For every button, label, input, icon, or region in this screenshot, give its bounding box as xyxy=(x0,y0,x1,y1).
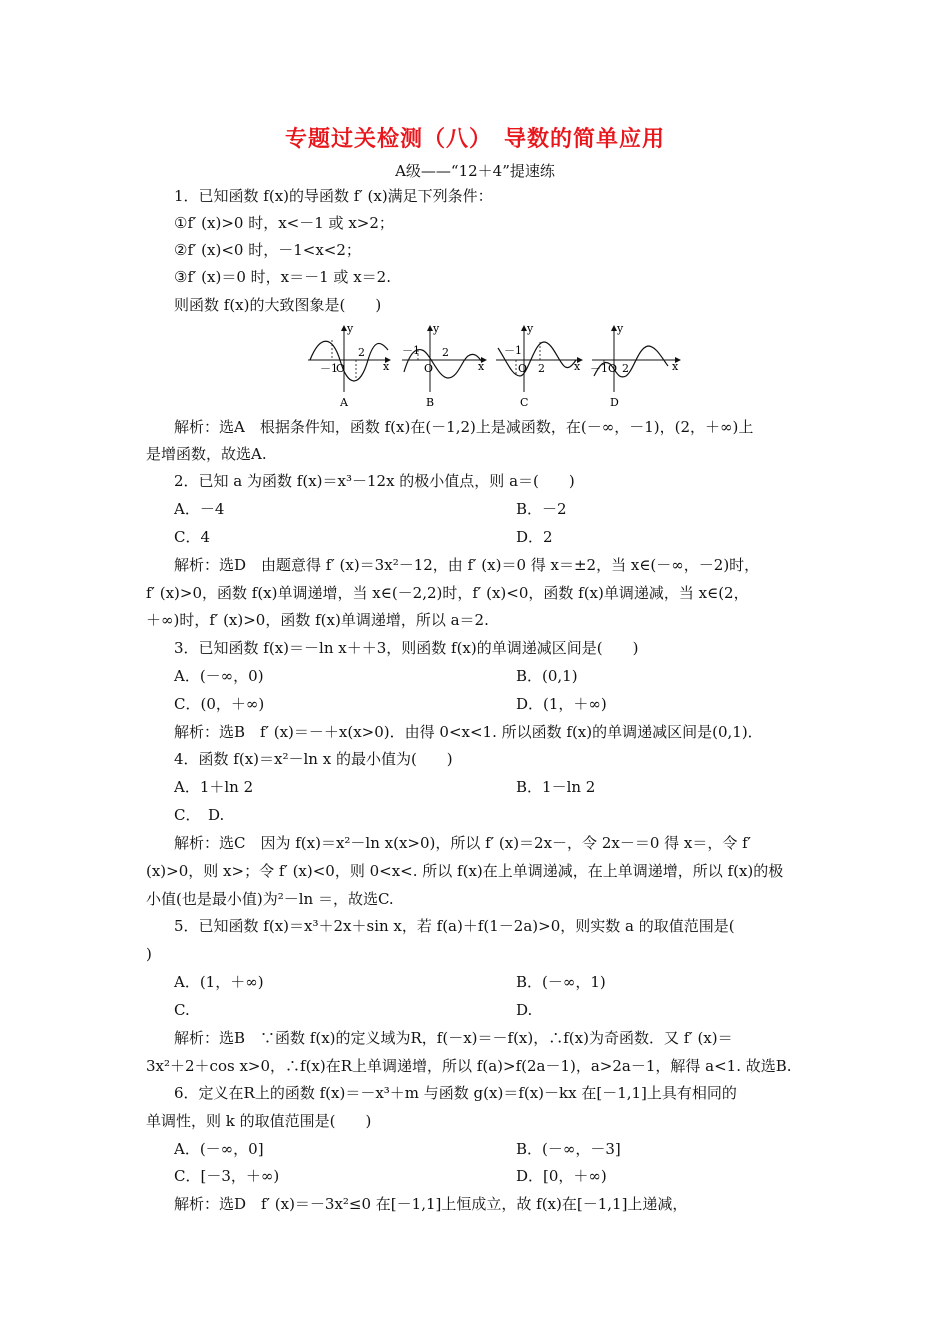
q1-solution-2: 是增函数，故选A. xyxy=(146,445,267,463)
q5-solution-1: 解析：选B ∵函数 f(x)的定义域为R，f(－x)＝－f(x)，∴f(x)为奇函数．又 f′ (x)＝ xyxy=(174,1029,733,1047)
graph-d-origin: O xyxy=(608,362,618,375)
q4-option-a: A．1＋ln 2 xyxy=(174,778,254,796)
q5-option-a: A．(1，＋∞) xyxy=(174,973,264,991)
q3-solution: 解析：选B f′ (x)＝－＋x(x>0)．由得 0<x<1. 所以函数 f(x)的单调递减区间是(0,1)． xyxy=(174,723,763,741)
q5-stem-cont: ) xyxy=(146,945,152,963)
q6-option-a: A．(－∞，0] xyxy=(174,1140,264,1158)
q4-option-b: B．1－ln 2 xyxy=(516,778,596,796)
graph-b-y-label: y xyxy=(433,322,440,335)
q3-option-c: C．(0，＋∞) xyxy=(174,695,265,713)
graph-a xyxy=(308,322,390,409)
q5-option-b: B．(－∞，1) xyxy=(516,973,606,991)
graph-d-tick-neg1: －1 xyxy=(590,362,608,375)
q5-stem: 5．已知函数 f(x)＝x³＋2x＋sin x，若 f(a)＋f(1－2a)>0，则实数 a 的取值范围是( xyxy=(174,917,735,935)
graph-c-tick-2: 2 xyxy=(538,362,545,375)
q1-question: 则函数 f(x)的大致图象是( ) xyxy=(174,296,382,314)
q2-solution-3: ＋∞)时，f′ (x)>0，函数 f(x)单调递增，所以 a＝2. xyxy=(146,611,489,629)
q4-option-cd: C． D. xyxy=(174,806,225,824)
q2-option-a: A．－4 xyxy=(174,500,225,518)
q4-solution-1: 解析：选C 因为 f(x)＝x²－ln x(x>0)，所以 f′ (x)＝2x－，令 2x－＝0 得 x＝，令 f′ xyxy=(174,834,752,852)
graph-a-caption: A xyxy=(340,396,348,409)
q6-option-c: C．[－3，＋∞) xyxy=(174,1167,280,1185)
q1-option-graphs xyxy=(300,320,690,410)
q1-condition-3: ③f′ (x)＝0 时，x＝－1 或 x＝2. xyxy=(174,268,391,286)
graph-d xyxy=(590,322,680,409)
graph-a-y-label: y xyxy=(347,322,354,335)
graph-d-y-label: y xyxy=(617,322,624,335)
q4-solution-3: 小值(也是最小值)为²－ln ＝，故选C. xyxy=(146,890,394,908)
page-title: 专题过关检测（八） 导数的简单应用 xyxy=(284,126,665,152)
q3-option-d: D．(1，＋∞) xyxy=(516,695,607,713)
page-subtitle: A级——“12＋4”提速练 xyxy=(395,162,555,180)
q6-option-b: B．(－∞，－3] xyxy=(516,1140,621,1158)
graph-b-tick-neg1: －1 xyxy=(402,344,420,357)
graph-b xyxy=(402,322,486,409)
graph-b-tick-2: 2 xyxy=(442,346,449,359)
graph-d-x-label: x xyxy=(672,360,679,373)
graph-c-caption: C xyxy=(520,396,529,409)
q6-stem: 6．定义在R上的函数 f(x)＝－x³＋m 与函数 g(x)＝f(x)－kx 在[－1,1]上具有相同的 xyxy=(174,1084,737,1102)
q5-option-c: C. xyxy=(174,1001,190,1019)
graph-d-tick-2: 2 xyxy=(622,362,629,375)
graph-b-caption: B xyxy=(426,396,435,409)
q5-option-d: D. xyxy=(516,1001,533,1019)
graph-d-caption: D xyxy=(610,396,619,409)
graph-c-origin: O xyxy=(518,362,528,375)
graph-a-origin: O xyxy=(336,362,346,375)
q2-option-c: C．4 xyxy=(174,528,211,546)
q4-solution-2: (x)>0，则 x>；令 f′ (x)<0，则 0<x<. 所以 f(x)在上单调递减，在上单调递增，所以 f(x)的极 xyxy=(146,862,784,880)
q3-option-b: B．(0,1) xyxy=(516,667,578,685)
graph-b-x-label: x xyxy=(478,360,485,373)
graph-a-x-label: x xyxy=(383,360,390,373)
graph-c-x-label: x xyxy=(574,360,581,373)
q6-solution: 解析：选D f′ (x)＝－3x²≤0 在[－1,1]上恒成立，故 f(x)在[－1,1]上递减， xyxy=(174,1195,688,1213)
q2-stem: 2．已知 a 为函数 f(x)＝x³－12x 的极小值点，则 a＝( ) xyxy=(174,472,575,490)
graph-c-tick-neg1: －1 xyxy=(504,344,522,357)
q2-solution-1: 解析：选D 由题意得 f′ (x)＝3x²－12，由 f′ (x)＝0 得 x＝±2，当 x∈(－∞，－2)时， xyxy=(174,556,760,574)
graph-c-y-label: y xyxy=(527,322,534,335)
q6-option-d: D．[0，＋∞) xyxy=(516,1167,607,1185)
q1-stem: 1．已知函数 f(x)的导函数 f′ (x)满足下列条件： xyxy=(174,187,493,205)
q3-option-a: A．(－∞，0) xyxy=(174,667,264,685)
graph-a-tick-2: 2 xyxy=(358,346,365,359)
q2-option-b: B．－2 xyxy=(516,500,567,518)
q5-solution-2: 3x²＋2＋cos x>0，∴f(x)在R上单调递增，所以 f(a)>f(2a－1)，a>2a－1，解得 a<1. 故选B. xyxy=(146,1057,792,1075)
graph-a-tick-neg1: －1 xyxy=(320,362,338,375)
q2-option-d: D．2 xyxy=(516,528,553,546)
q2-solution-2: f′ (x)>0，函数 f(x)单调递增，当 x∈(－2,2)时，f′ (x)<0，函数 f(x)单调递减，当 x∈(2， xyxy=(146,584,749,602)
q6-stem-cont: 单调性，则 k 的取值范围是( ) xyxy=(146,1112,372,1130)
q1-condition-2: ②f′ (x)<0 时，－1<x<2； xyxy=(174,241,361,259)
graph-c xyxy=(496,322,582,409)
q1-condition-1: ①f′ (x)>0 时，x<－1 或 x>2； xyxy=(174,214,394,232)
q1-solution-1: 解析：选A 根据条件知，函数 f(x)在(－1,2)上是减函数，在(－∞，－1)，(2，＋∞)上 xyxy=(174,418,754,436)
graph-b-origin: O xyxy=(424,362,434,375)
option-graphs-svg xyxy=(300,320,690,410)
q3-stem: 3．已知函数 f(x)＝－ln x＋＋3，则函数 f(x)的单调递减区间是( ) xyxy=(174,639,639,657)
q4-stem: 4．函数 f(x)＝x²－ln x 的最小值为( ) xyxy=(174,750,453,768)
